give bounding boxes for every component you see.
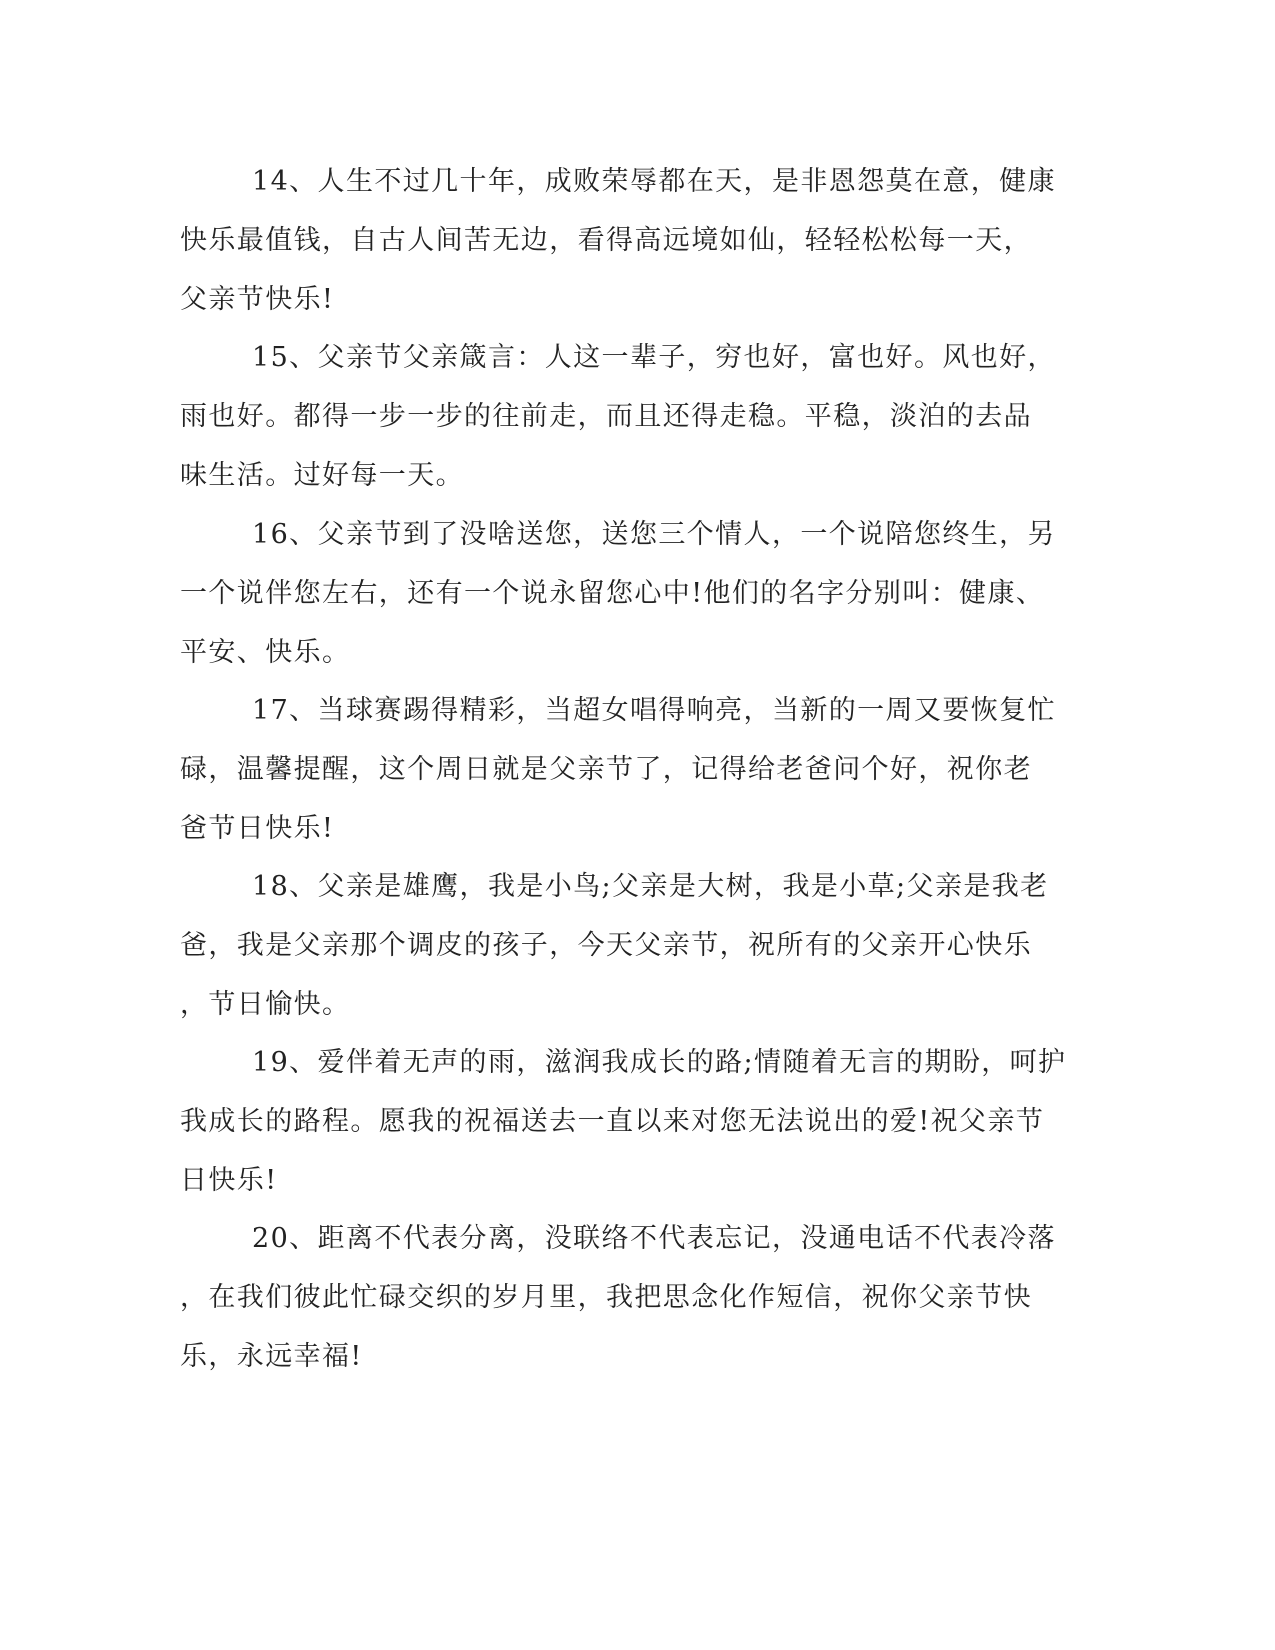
paragraph-line: 18、父亲是雄鹰，我是小鸟;父亲是大树，我是小草;父亲是我老 xyxy=(252,871,1049,902)
paragraph-line: 平安、快乐。 xyxy=(180,637,351,668)
paragraph-line: 我成长的路程。愿我的祝福送去一直以来对您无法说出的爱!祝父亲节 xyxy=(180,1106,1045,1137)
paragraph-line: 15、父亲节父亲箴言：人这一辈子，穷也好，富也好。风也好， xyxy=(252,342,1056,373)
paragraph-line: 14、人生不过几十年，成败荣辱都在天，是非恩怨莫在意，健康 xyxy=(252,166,1056,197)
paragraph-line: 爸节日快乐! xyxy=(180,813,335,844)
paragraph-line: 父亲节快乐! xyxy=(180,284,335,315)
paragraph-line: 20、距离不代表分离，没联络不代表忘记，没通电话不代表冷落 xyxy=(252,1223,1056,1254)
paragraph-line: 味生活。过好每一天。 xyxy=(180,460,464,491)
paragraph-line: 一个说伴您左右，还有一个说永留您心中!他们的名字分别叫：健康、 xyxy=(180,578,1045,609)
paragraph-line: ，节日愉快。 xyxy=(180,989,351,1020)
paragraph-line: 快乐最值钱，自古人间苦无边，看得高远境如仙，轻轻松松每一天， xyxy=(180,225,1032,256)
paragraph-line: 碌，温馨提醒，这个周日就是父亲节了，记得给老爸问个好，祝你老 xyxy=(180,754,1032,785)
paragraph-line: 爸，我是父亲那个调皮的孩子，今天父亲节，祝所有的父亲开心快乐 xyxy=(180,930,1032,961)
paragraph-line: ，在我们彼此忙碌交织的岁月里，我把思念化作短信，祝你父亲节快 xyxy=(180,1282,1032,1313)
paragraph-line: 19、爱伴着无声的雨，滋润我成长的路;情随着无言的期盼，呵护 xyxy=(252,1047,1067,1078)
paragraph-line: 雨也好。都得一步一步的往前走，而且还得走稳。平稳，淡泊的去品 xyxy=(180,401,1032,432)
paragraph-line: 日快乐! xyxy=(180,1165,278,1196)
paragraph-line: 17、当球赛踢得精彩，当超女唱得响亮，当新的一周又要恢复忙 xyxy=(252,695,1056,726)
paragraph-line: 16、父亲节到了没啥送您，送您三个情人，一个说陪您终生，另 xyxy=(252,519,1056,550)
paragraph-line: 乐，永远幸福! xyxy=(180,1341,363,1372)
